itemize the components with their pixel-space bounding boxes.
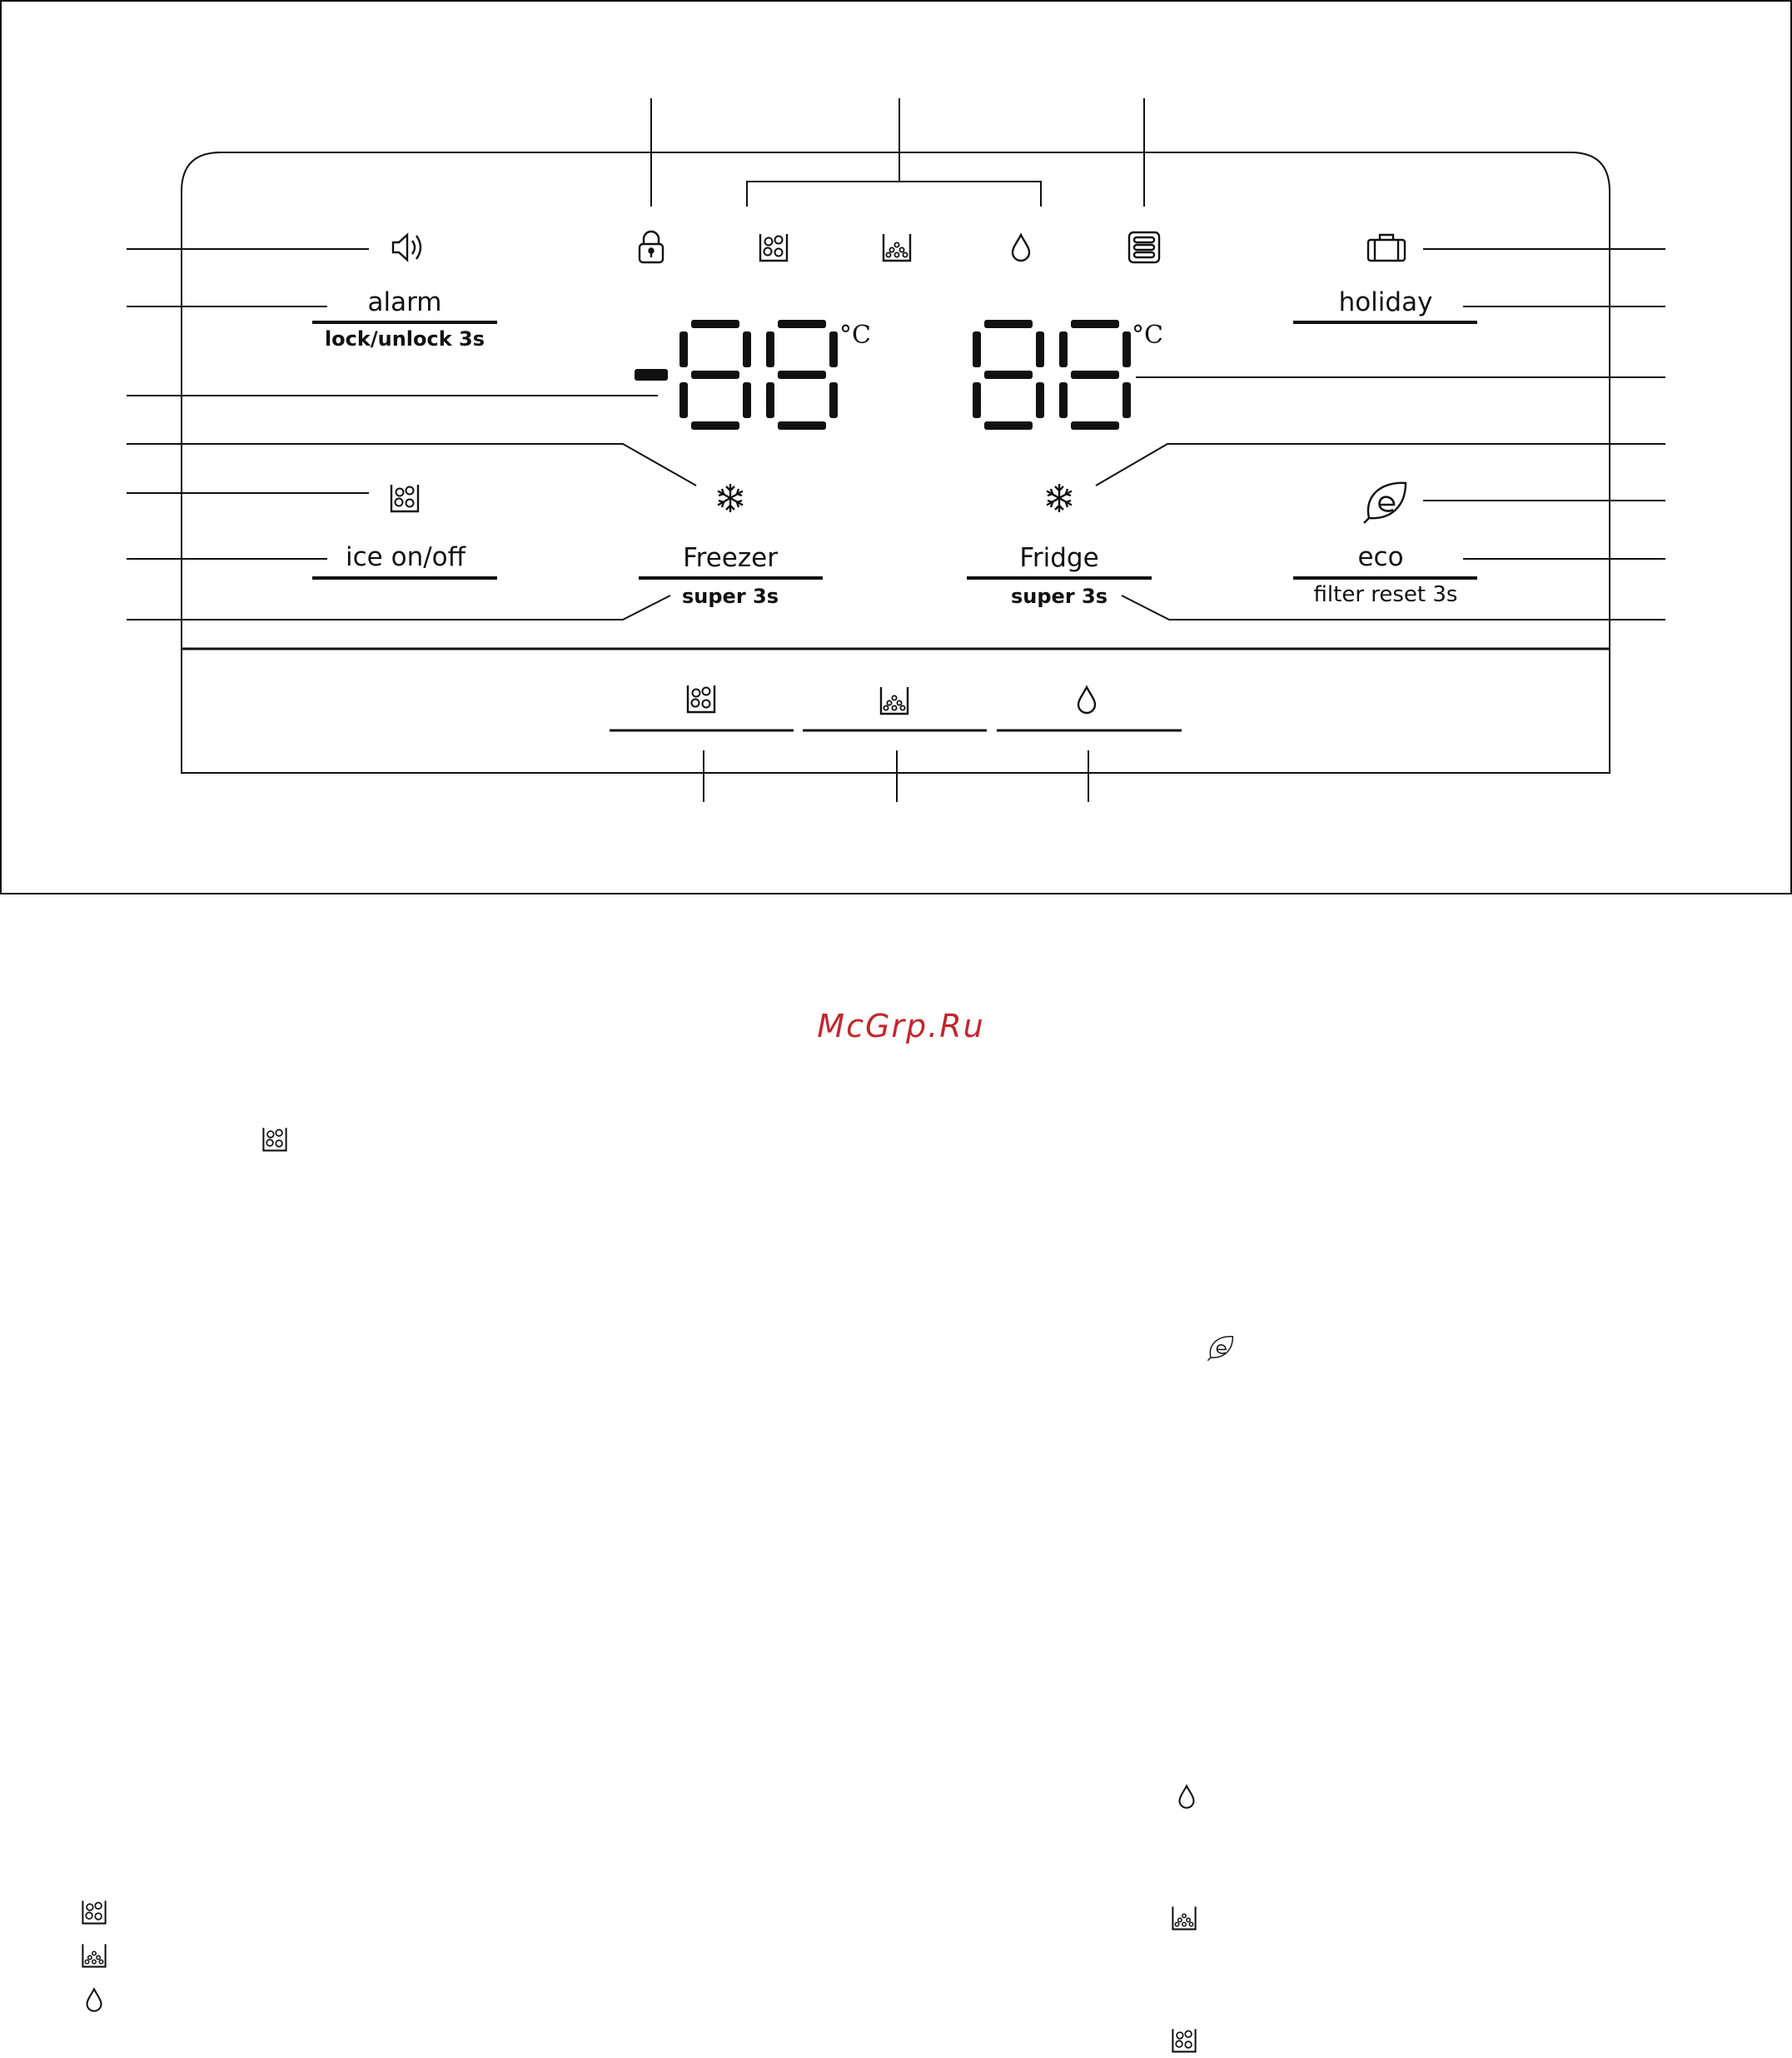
fridge-button[interactable]: Fridge [1019, 543, 1099, 573]
ice-cubes-icon [263, 1128, 286, 1150]
freezer-digit-segment-f [679, 331, 688, 367]
freezer-super-label: super 3s [681, 585, 779, 608]
freezer-digit-segment-b [743, 331, 751, 367]
freezer-digit-segment-g [691, 371, 739, 379]
freezer-unit: °C [839, 321, 871, 350]
freezer-digit-segment-d [778, 421, 826, 430]
water-drop-icon [87, 1989, 102, 2011]
speaker-icon [393, 235, 421, 260]
freezer-digit-segment-e [679, 382, 688, 418]
fridge-digit-segment-d [1071, 421, 1119, 430]
freezer-digit-segment-b [829, 331, 838, 367]
freezer-digit-segment-f [766, 331, 774, 367]
eco-leaf-icon [1207, 1337, 1232, 1361]
fridge-digit-segment-b [1036, 331, 1044, 367]
dispenser-crushed-icon [881, 687, 908, 714]
fridge-super-label: super 3s [1010, 585, 1108, 608]
fridge-digit-segment-c [1122, 382, 1131, 418]
crushed-ice-icon [82, 1944, 105, 1966]
lock-unlock-label: lock/unlock 3s [324, 327, 485, 351]
eco-leaf-icon [1364, 483, 1406, 523]
fridge-digit-segment-a [1071, 320, 1119, 328]
filter-icon [1129, 232, 1159, 262]
fridge-snowflake-icon [1047, 484, 1072, 512]
freezer-digit-segment-a [691, 320, 739, 328]
freezer-temp-display [635, 320, 838, 430]
fridge-digit-segment-a [984, 320, 1033, 328]
freezer-button[interactable]: Freezer [683, 543, 778, 573]
dispenser-water-icon [1078, 687, 1095, 713]
freezer-digit-segment-d [691, 421, 739, 430]
freezer-digit-segment-a [778, 320, 826, 328]
fridge-digit-segment-b [1122, 331, 1131, 367]
fridge-digit-segment-e [1059, 382, 1068, 418]
ice-cubes-icon [1172, 2029, 1195, 2051]
freezer-digit-segment-c [743, 382, 751, 418]
ice-on-off-button[interactable]: ice on/off [346, 542, 465, 572]
water-drop-icon [1013, 235, 1029, 261]
fridge-digit-segment-c [1036, 382, 1044, 418]
freezer-digit-segment-c [829, 382, 838, 418]
watermark: McGrp.Ru [817, 1008, 985, 1044]
fridge-digit-segment-e [973, 382, 981, 418]
bottom-callouts [704, 750, 1088, 802]
suitcase-icon [1368, 235, 1405, 261]
fridge-digit-segment-g [1071, 371, 1119, 379]
ice-maker-icon [391, 485, 418, 511]
fridge-digit-segment-f [1059, 331, 1068, 367]
ice-cubes-icon [760, 234, 787, 261]
panel-outline [182, 152, 1610, 773]
lock-icon [640, 232, 663, 262]
holiday-button[interactable]: holiday [1338, 287, 1433, 317]
fridge-digit-segment-d [984, 421, 1033, 430]
crushed-ice-icon [1172, 1906, 1195, 1929]
crushed-ice-icon [884, 234, 910, 261]
fridge-digit-segment-g [984, 371, 1033, 379]
alarm-button[interactable]: alarm [367, 287, 442, 317]
fridge-digit-segment-f [973, 331, 981, 367]
filter-reset-label: filter reset 3s [1313, 582, 1458, 607]
dispenser-cubes-icon [688, 685, 714, 712]
ice-cubes-icon [82, 1901, 105, 1923]
freezer-digit-segment-g [778, 371, 826, 379]
freezer-snowflake-icon [718, 484, 743, 512]
fridge-temp-display [973, 320, 1131, 430]
water-drop-icon [1180, 1786, 1194, 1807]
eco-button[interactable]: eco [1357, 542, 1404, 572]
freezer-digit-segment-e [766, 382, 774, 418]
freezer-digit-minus-segment [635, 369, 668, 381]
fridge-unit: °C [1132, 321, 1163, 350]
button-underlines [312, 322, 1477, 578]
